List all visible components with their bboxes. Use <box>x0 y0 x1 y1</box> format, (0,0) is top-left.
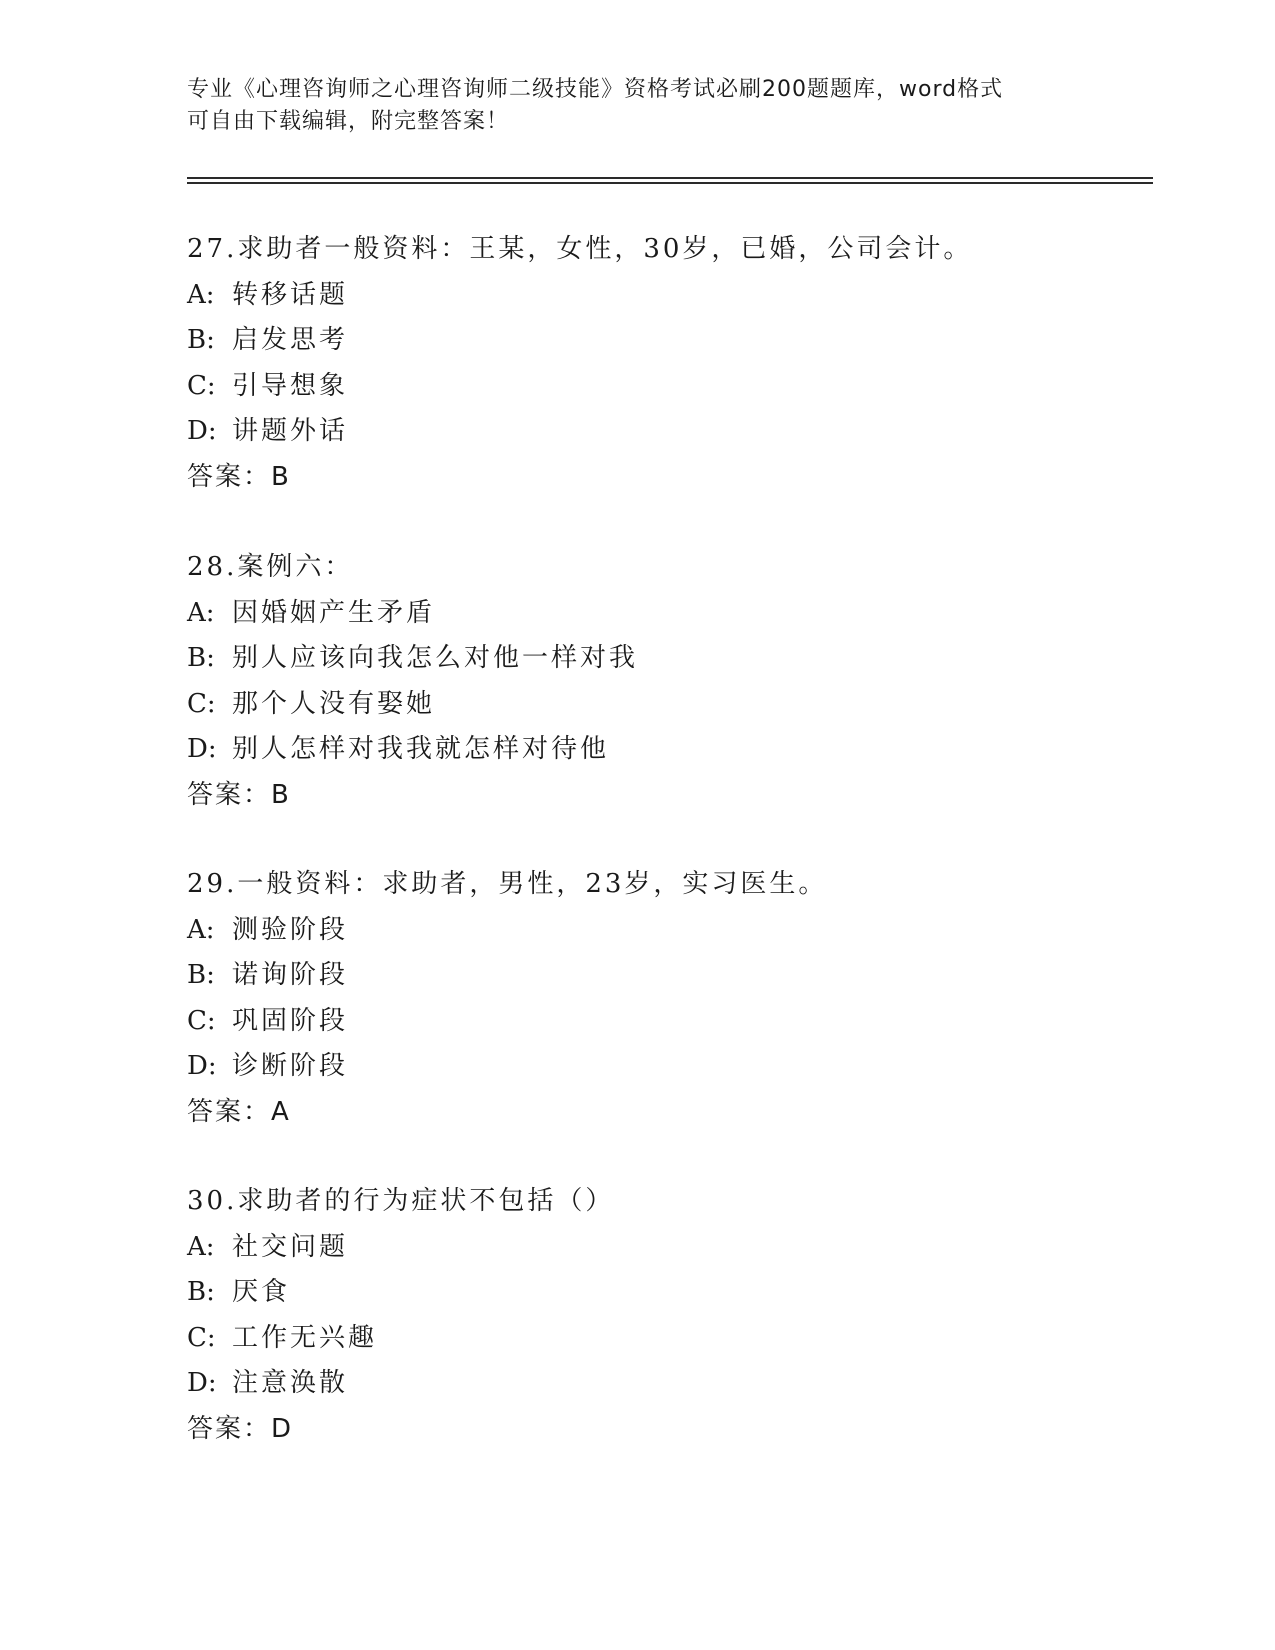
option-text: 诊断阶段 <box>232 1051 349 1081</box>
option-text: 诺询阶段 <box>232 960 349 990</box>
option-d <box>187 1044 1147 1090</box>
option-text: 因婚姻产生矛盾 <box>232 597 436 628</box>
option-letter: B: <box>187 643 215 673</box>
option-c <box>187 682 1147 728</box>
option-b <box>187 318 1147 364</box>
option-text: 转移话题 <box>232 279 349 310</box>
option-letter: A: <box>187 597 215 628</box>
option-a <box>187 273 1147 319</box>
answer: 答案：B <box>187 461 291 492</box>
option-b <box>187 1270 1147 1316</box>
option-c <box>187 999 1147 1045</box>
question-29 <box>187 862 1147 1135</box>
option-text: 那个人没有娶她 <box>232 688 436 719</box>
option-letter: A: <box>187 279 215 310</box>
option-letter: C: <box>187 1322 216 1353</box>
answer: 答案：D <box>187 1413 294 1444</box>
option-letter: B: <box>187 1277 215 1307</box>
question-stem: 29.一般资料：求助者，男性，23岁，实习医生。 <box>187 869 828 899</box>
option-text: 工作无兴趣 <box>232 1322 378 1353</box>
header-line-2: 可自由下载编辑，附完整答案！ <box>187 109 510 134</box>
option-letter: A: <box>187 1231 215 1262</box>
header-divider-top <box>187 177 1153 179</box>
option-letter: D: <box>187 734 217 764</box>
option-text: 别人怎样对我我就怎样对待他 <box>232 734 610 764</box>
header-divider-bottom <box>187 182 1153 184</box>
option-letter: B: <box>187 325 215 355</box>
option-letter: C: <box>187 1005 216 1036</box>
option-b <box>187 953 1147 999</box>
option-text: 别人应该向我怎么对他一样对我 <box>232 643 639 673</box>
option-letter: A: <box>187 914 215 945</box>
option-text: 引导想象 <box>232 370 349 401</box>
option-a <box>187 1225 1147 1271</box>
option-c <box>187 1316 1147 1362</box>
option-text: 测验阶段 <box>232 914 349 945</box>
question-stem: 30.求助者的行为症状不包括（） <box>187 1186 615 1216</box>
option-b <box>187 636 1147 682</box>
question-stem: 28.案例六： <box>187 552 354 582</box>
option-text: 厌食 <box>232 1277 291 1307</box>
option-letter: B: <box>187 960 215 990</box>
answer: 答案：B <box>187 779 291 810</box>
option-letter: C: <box>187 370 216 401</box>
option-a <box>187 908 1147 954</box>
option-d <box>187 727 1147 773</box>
question-30 <box>187 1179 1147 1452</box>
question-27 <box>187 227 1147 500</box>
answer: 答案：A <box>187 1096 291 1127</box>
option-letter: D: <box>187 1051 217 1081</box>
option-d <box>187 1361 1147 1407</box>
option-letter: C: <box>187 688 216 719</box>
question-stem: 27.求助者一般资料：王某，女性，30岁，已婚，公司会计。 <box>187 234 973 264</box>
option-text: 讲题外话 <box>232 416 349 446</box>
option-text: 启发思考 <box>232 325 349 355</box>
option-letter: D: <box>187 416 217 446</box>
option-text: 注意涣散 <box>232 1368 349 1398</box>
option-d <box>187 409 1147 455</box>
option-text: 社交问题 <box>232 1231 349 1262</box>
option-letter: D: <box>187 1368 217 1398</box>
document-header <box>187 74 1067 138</box>
header-line-1: 专业《心理咨询师之心理咨询师二级技能》资格考试必刷200题题库，word格式 <box>187 77 1004 102</box>
question-28 <box>187 545 1147 818</box>
option-a <box>187 591 1147 637</box>
option-c <box>187 364 1147 410</box>
option-text: 巩固阶段 <box>232 1005 349 1036</box>
